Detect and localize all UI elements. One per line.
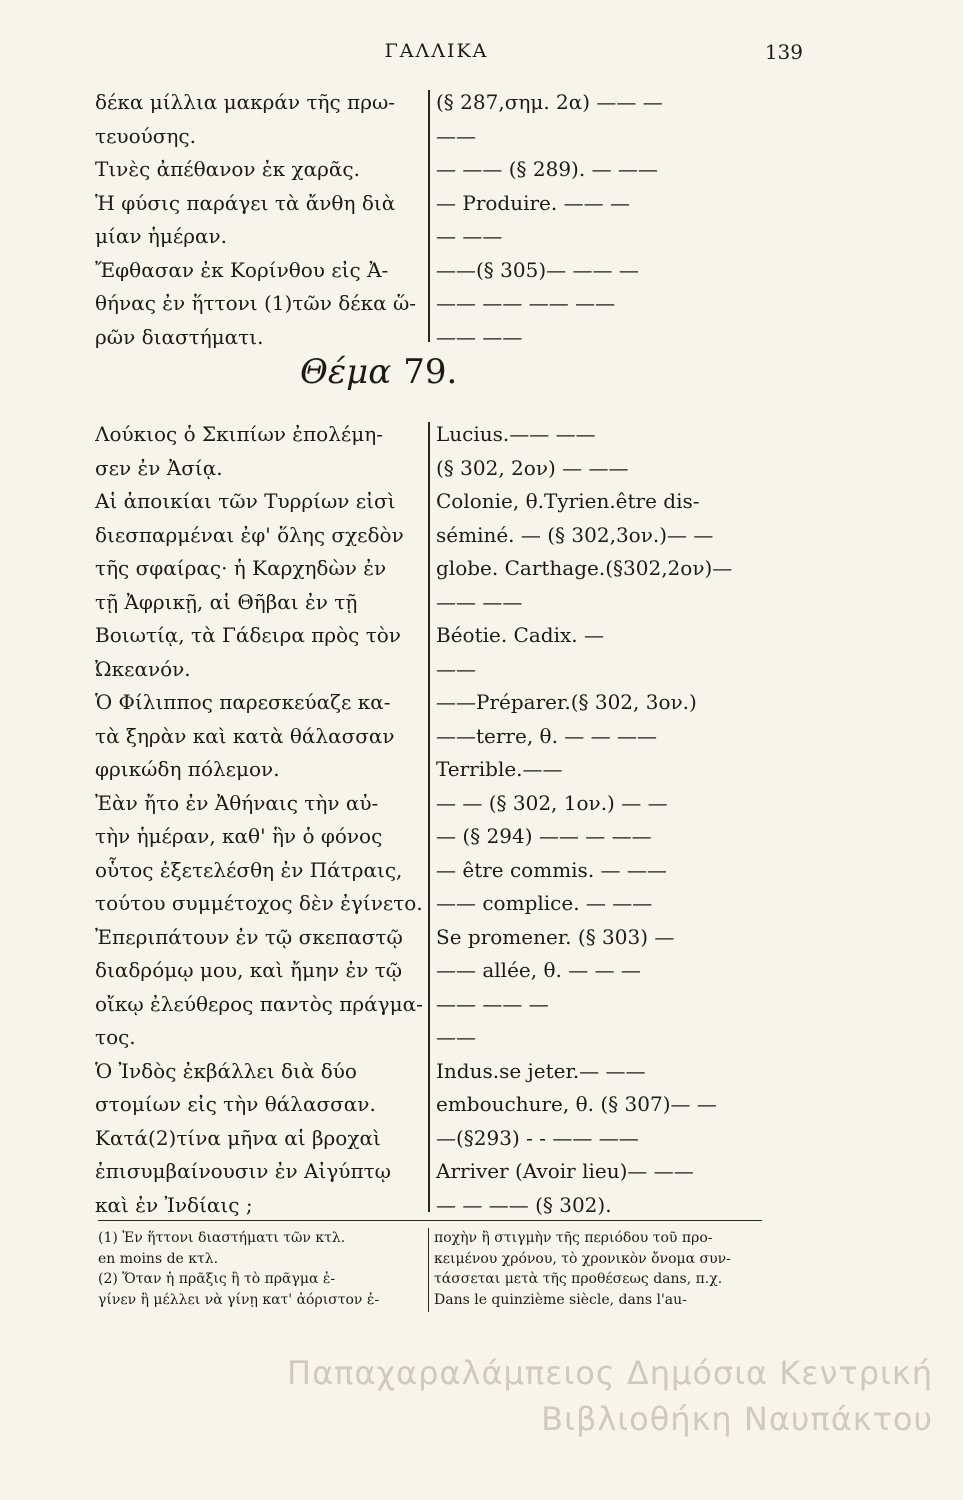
text-line: —— allée, θ. — — — <box>436 958 641 982</box>
text-line: Ἐπεριπάτουν ἐν τῷ σκεπαστῷ <box>95 924 403 949</box>
footnote-divider <box>428 1228 429 1312</box>
text-line: embouchure, θ. (§ 307)— — <box>436 1092 717 1116</box>
text-line: Βοιωτίᾳ, τὰ Γάδειρα πρὸς τὸν <box>95 623 401 647</box>
footnote-line: en moins de κτλ. <box>98 1250 219 1267</box>
page-header <box>90 40 803 70</box>
main-left-greek-column <box>95 418 423 1222</box>
text-line: δέκα μίλλια μακράν τῆς πρω- <box>95 90 396 114</box>
watermark-line: Βιβλιοθήκη Ναυπάκτου <box>541 1400 933 1438</box>
column-divider <box>428 90 430 342</box>
text-line: διαδρόμῳ μου, καὶ ἤμην ἐν τῷ <box>95 958 403 982</box>
text-line: θήνας ἐν ἥττονι (1)τῶν δέκα ὥ- <box>95 291 417 315</box>
text-line: Τινὲς ἀπέθανον ἐκ χαρᾶς. <box>95 157 360 181</box>
text-line: Colonie, θ.Tyrien.être dis- <box>436 489 700 513</box>
text-line: séminé. — (§ 302,3ον.)— — <box>436 522 714 547</box>
text-line: Terrible.—— <box>436 757 563 781</box>
text-line: ——(§ 305)— —— — <box>436 257 639 282</box>
footnote-line: (1) Ἐν ἥττονι διαστήματι τῶν κτλ. <box>98 1230 346 1246</box>
top-left-greek-column <box>95 86 423 354</box>
text-line: —— <box>436 123 476 148</box>
top-right-french-column <box>436 86 766 354</box>
text-line: Λούκιος ὁ Σκιπίων ἐπολέμη- <box>95 422 383 446</box>
text-line: τῇ Ἀφρικῇ, αἱ Θῆβαι ἐν τῇ <box>95 589 358 614</box>
text-line: διεσπαρμέναι ἐφ' ὅλης σχεδὸν <box>95 522 404 547</box>
text-line: τῆς σφαίρας· ἡ Καρχηδὼν ἐν <box>95 556 387 580</box>
text-line: ——terre, θ. — — —— <box>436 723 658 748</box>
text-line: —— —— <box>436 589 523 614</box>
text-line: τὴν ἡμέραν, καθ' ἣν ὁ φόνος <box>95 824 383 848</box>
text-line: —— —— — <box>436 991 549 1016</box>
column-divider <box>428 422 430 1212</box>
text-line: σεν ἐν Ἀσίᾳ. <box>95 455 223 480</box>
main-right-french-column <box>436 418 766 1222</box>
text-line: ρῶν διαστήματι. <box>95 324 264 349</box>
footnote-line: (2) Ὅταν ἡ πρᾶξις ἢ τὸ πρᾶγμα ἐ- <box>98 1271 336 1287</box>
text-line: οὗτος ἐξετελέσθη ἐν Πάτραις, <box>95 857 403 882</box>
footnotes-right <box>434 1228 764 1310</box>
text-line: —— —— <box>436 324 523 349</box>
text-line: — —— (§ 289). — —— <box>436 157 658 181</box>
text-line: Ὠκεανόν. <box>95 656 191 681</box>
text-line: τὰ ξηρὰν καὶ κατὰ θάλασσαν <box>95 723 395 748</box>
text-line: Κατά(2)τίνα μῆνα αἱ βροχαὶ <box>95 1125 381 1150</box>
footnote-line: ποχὴν ἢ στιγμὴν τῆς περιόδου τοῦ προ- <box>434 1230 713 1246</box>
running-title: ΓΑΛΛΙΚΑ <box>384 40 489 62</box>
text-line: —(§293) - - —— —— <box>436 1125 639 1150</box>
text-line: τευούσης. <box>95 123 196 148</box>
text-line: — — (§ 302, 1ον.) — — <box>436 790 668 815</box>
text-line: ——Préparer.(§ 302, 3ον.) <box>436 690 697 714</box>
text-line: τούτου συμμέτοχος δὲν ἐγίνετο. <box>95 891 423 915</box>
text-line: — — —— (§ 302). <box>436 1192 612 1217</box>
text-line: —— complice. — —— <box>436 891 653 915</box>
watermark-line: Παπαχαραλάμπειος Δημόσια Κεντρική <box>287 1354 933 1392</box>
text-line: Ὁ Φίλιππος παρεσκεύαζε κα- <box>95 690 391 714</box>
text-line: Arriver (Avoir lieu)— —— <box>436 1159 694 1183</box>
footnote-line: κειμένου χρόνου, τὸ χρονικὸν ὄνομα συν- <box>434 1250 731 1267</box>
text-line: Ἡ φύσις παράγει τὰ ἄνθη διὰ <box>95 190 396 215</box>
text-line: τος. <box>95 1025 136 1049</box>
text-line: — (§ 294) —— — —— <box>436 824 652 848</box>
text-line: — —— <box>436 224 503 248</box>
section-heading <box>300 352 457 392</box>
text-line: —— <box>436 1025 476 1049</box>
text-line: Ὁ Ἰνδὸς ἐκβάλλει διὰ δύο <box>95 1058 357 1083</box>
text-line: — être commis. — —— <box>436 857 667 882</box>
text-line: μίαν ἡμέραν. <box>95 224 227 248</box>
text-line: ἐπισυμβαίνουσιν ἐν Αἰγύπτῳ <box>95 1159 391 1183</box>
text-line: (§ 302, 2ον) — —— <box>436 455 629 480</box>
text-line: οἴκῳ ἐλεύθερος παντὸς πράγμα- <box>95 991 423 1016</box>
text-line: καὶ ἐν Ἰνδίαις ; <box>95 1192 253 1217</box>
text-line: Indus.se jeter.— —— <box>436 1058 646 1083</box>
text-line: Se promener. (§ 303) — <box>436 924 675 949</box>
text-line: —— —— —— —— <box>436 291 616 315</box>
text-line: φρικώδη πόλεμον. <box>95 757 280 781</box>
text-line: στομίων εἰς τὴν θάλασσαν. <box>95 1092 376 1116</box>
text-line: — Produire. —— — <box>436 190 630 215</box>
text-line: globe. Carthage.(§302,2ον)— <box>436 556 733 580</box>
library-watermark <box>173 1350 933 1442</box>
text-line: Ἐὰν ἤτο ἐν Ἀθήναις τὴν αὐ- <box>95 790 379 815</box>
text-line: (§ 287,σημ. 2α) —— — <box>436 90 663 114</box>
footnotes-left <box>98 1228 426 1310</box>
text-line: —— <box>436 656 476 681</box>
footnote-rule <box>98 1220 762 1221</box>
footnote-line: τάσσεται μετὰ τῆς προθέσεως dans, π.χ. <box>434 1271 723 1287</box>
footnote-line: Dans le quinzième siècle, dans l'au- <box>434 1291 687 1308</box>
text-line: Béotie. Cadix. — <box>436 623 604 647</box>
text-line: Ἔφθασαν ἐκ Κορίνθου εἰς Ἀ- <box>95 257 389 282</box>
text-line: Αἱ ἀποικίαι τῶν Τυρρίων εἰσὶ <box>95 489 396 513</box>
text-line: Lucius.—— —— <box>436 422 596 446</box>
section-number: 79. <box>403 352 458 392</box>
footnote-line: γίνεν ἢ μέλλει νὰ γίνῃ κατ' ἀόριστον ἐ- <box>98 1291 380 1308</box>
page-number: 139 <box>764 40 803 64</box>
section-label: Θέμα <box>300 352 392 392</box>
